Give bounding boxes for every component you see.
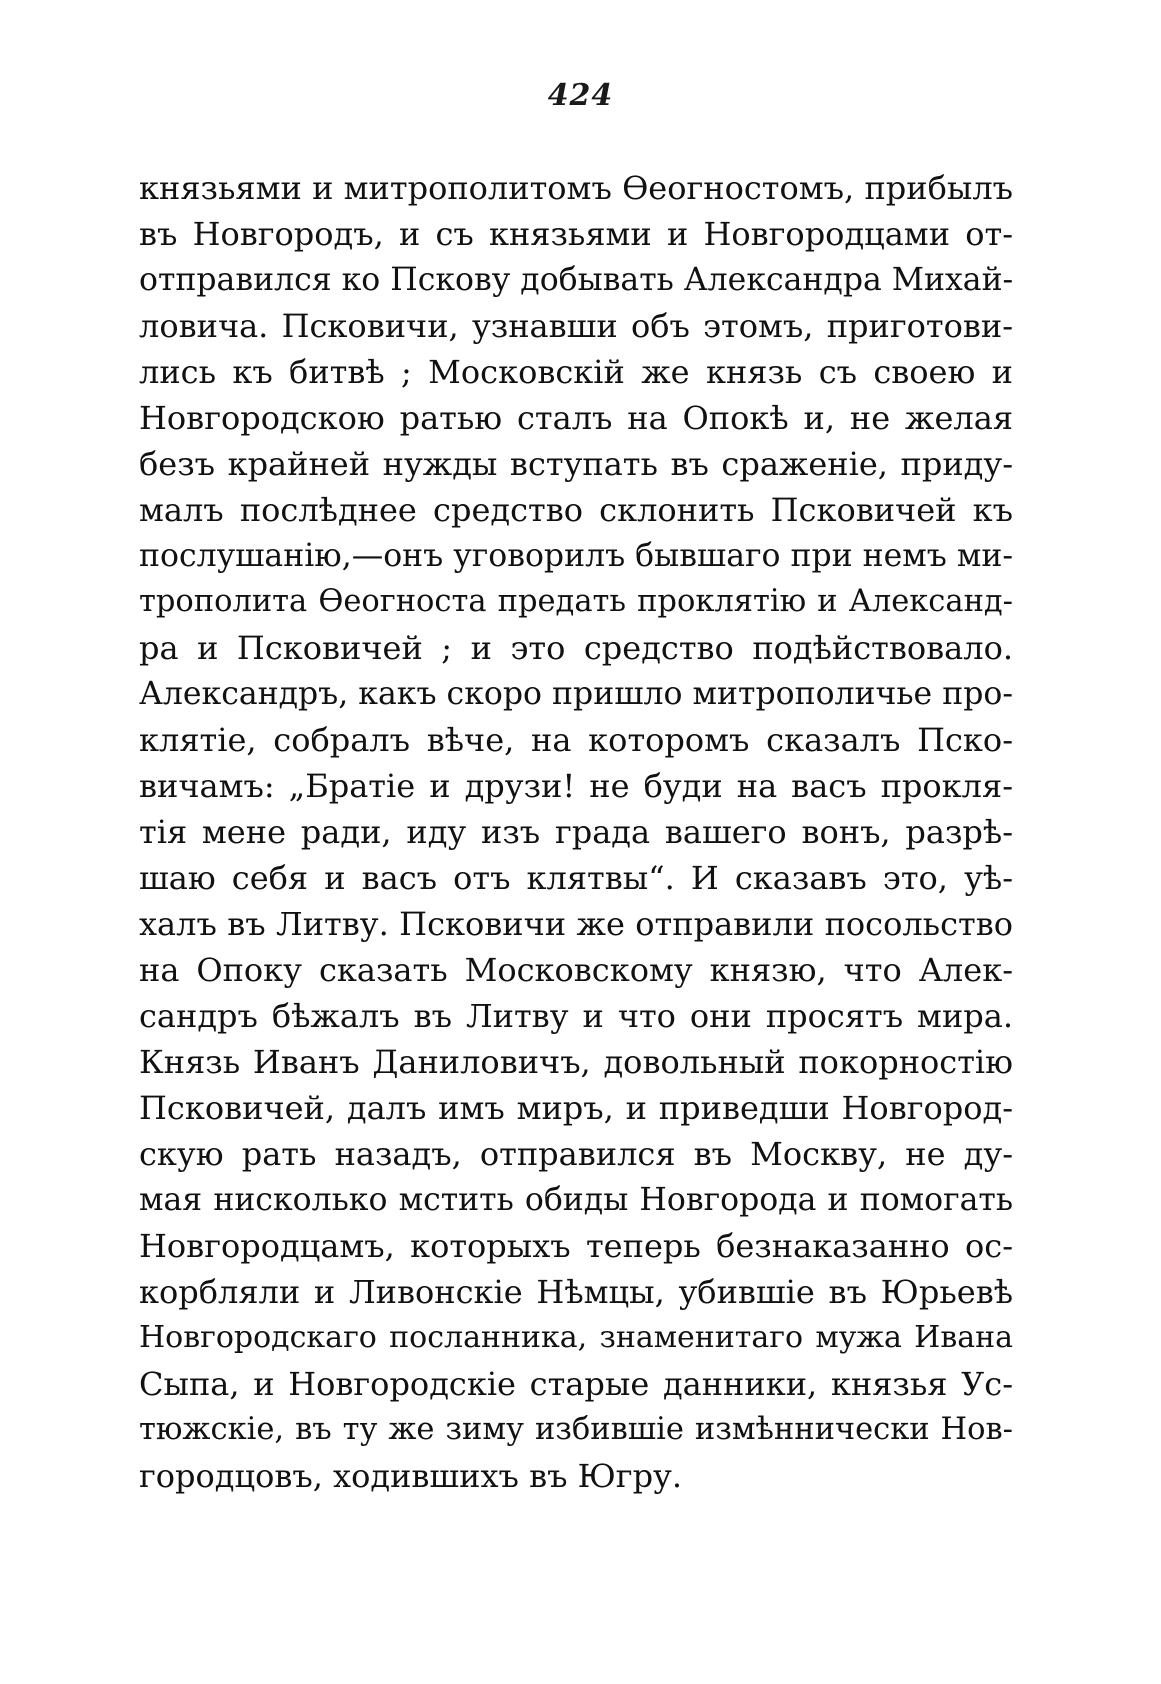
text-line: безъ крайней нужды вступать въ сраженіе, приду- <box>139 445 1013 483</box>
page-number: 424 <box>547 78 614 113</box>
text-line: малъ послѣднее средство склонить Псковичей къ <box>139 491 1013 529</box>
text-line: князьями и митрополитомъ Ѳеогностомъ, прибылъ <box>139 169 1013 207</box>
text-line: ловича. Псковичи, узнавши объ этомъ, приготови- <box>139 307 1013 345</box>
text-line: Новгородскою ратью сталъ на Опокѣ и, не желая <box>139 399 1013 437</box>
text-line: скую рать назадъ, отправился въ Москву, не ду- <box>139 1135 1013 1173</box>
text-line: мая нисколько мстить обиды Новгорода и помогать <box>139 1182 1013 1218</box>
text-line: тія мене ради, иду изъ града вашего вонъ, разрѣ- <box>139 813 1013 851</box>
text-line: Новгородцамъ, которыхъ теперь безнаказанно ос- <box>139 1227 1013 1265</box>
text-line: тюжскіе, въ ту же зиму избившіе измѣннически Нов- <box>139 1412 1013 1447</box>
text-line: трополита Ѳеогноста предать проклятію и Александ- <box>139 584 1013 619</box>
text-line: ра и Псковичей ; и это средство подѣйствовало. <box>139 629 1013 667</box>
text-line-last: городцовъ, ходившихъ въ Югру. <box>139 1457 683 1495</box>
text-line: клятіе, собралъ вѣче, на которомъ сказалъ Пско- <box>139 721 1013 759</box>
text-line: Сыпа, и Новгородскіе старые данники, князья Ус- <box>139 1365 1013 1403</box>
text-line: въ Новгородъ, и съ князьями и Новгородцами от- <box>139 215 1013 253</box>
text-line: Александръ, какъ скоро пришло митрополичье про- <box>139 676 1013 712</box>
text-line: Новгородскаго посланника, знаменитаго мужа Ивана <box>139 1320 1013 1355</box>
text-line: корбляли и Ливонскіе Нѣмцы, убившіе въ Юрьевѣ <box>139 1273 1013 1311</box>
text-line: отправился ко Пскову добывать Александра Михай- <box>139 262 1013 298</box>
body-text <box>139 165 1013 1499</box>
text-line: Псковичей, далъ имъ миръ, и приведши Новгород- <box>139 1089 1013 1127</box>
text-line: на Опоку сказать Московскому князю, что Алек- <box>139 951 1013 989</box>
text-line: халъ въ Литву. Псковичи же отправили посольство <box>139 905 1013 943</box>
text-line: послушанію,—онъ уговорилъ бывшаго при немъ ми- <box>139 538 1013 574</box>
text-line: Князь Иванъ Даниловичъ, довольный покорностію <box>139 1043 1013 1081</box>
text-line: вичамъ: „Братіе и друзи! не буди на васъ прокля- <box>139 767 1013 805</box>
text-line: лись къ битвѣ ; Московскій же князь съ своею и <box>139 353 1013 391</box>
text-line: шаю себя и васъ отъ клятвы“. И сказавъ это, уѣ- <box>139 859 1013 897</box>
text-line: сандръ бѣжалъ въ Литву и что они просятъ мира. <box>139 997 1013 1035</box>
